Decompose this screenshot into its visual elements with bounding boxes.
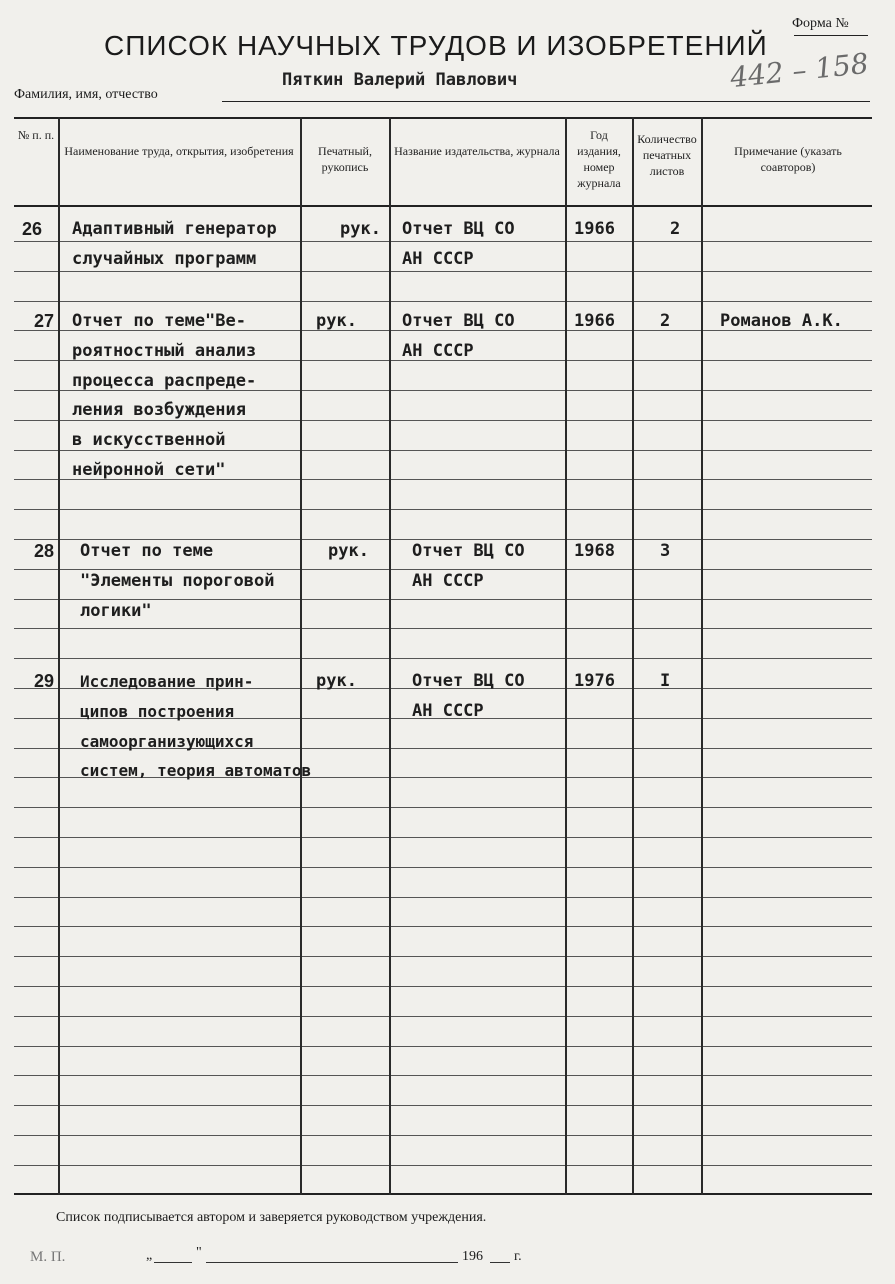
ruled-line [14, 628, 872, 629]
ruled-line [14, 1016, 872, 1017]
entry-type: рук. [316, 311, 357, 331]
entry-number: 26 [22, 219, 43, 239]
entry-publisher: Отчет ВЦ СО АН СССР [412, 541, 525, 591]
col-divider [58, 117, 60, 1195]
entry-sheets: 2 [670, 219, 681, 239]
col-divider [632, 117, 634, 1195]
entry-publisher: Отчет ВЦ СО АН СССР [402, 219, 515, 269]
entry-sheets: 3 [660, 541, 671, 561]
entry-sheets: I [660, 671, 671, 691]
ruled-line [14, 956, 872, 957]
handwritten-code: 442 – 158 [728, 46, 871, 95]
entry-year: 1976 [574, 671, 615, 691]
entry-note: Романов А.К. [720, 311, 843, 331]
header-year: Год издания, номер журнала [577, 128, 621, 190]
entry-number: 29 [34, 671, 55, 691]
entry-year: 1966 [574, 311, 615, 331]
header-publisher: Название издательства, журнала [394, 144, 560, 158]
table-top-border [14, 117, 872, 119]
entry-number: 27 [34, 311, 55, 331]
entry-title: Адаптивный генератор случайных программ [72, 219, 277, 269]
header-printed: Печатный, рукопись [318, 144, 372, 174]
entry-title: Отчет по теме "Элементы пороговой логики" [80, 541, 275, 621]
ruled-line [14, 926, 872, 927]
ruled-line [14, 837, 872, 838]
works-table [14, 117, 872, 1195]
footer-note: Список подписывается автором и заверяется руководством учреждения. [56, 1210, 487, 1225]
ruled-line [14, 1046, 872, 1047]
col-divider [389, 117, 391, 1195]
year-suffix: г. [514, 1249, 522, 1264]
table-bottom-border [14, 1193, 872, 1195]
entry-type: рук. [340, 219, 381, 239]
header-sheets: Количество печатных листов [637, 132, 697, 178]
header-title: Наименование труда, открытия, изобретения [64, 144, 294, 158]
ruled-line [14, 1135, 872, 1136]
entry-year: 1968 [574, 541, 615, 561]
ruled-line [14, 301, 872, 302]
entry-publisher: Отчет ВЦ СО АН СССР [412, 671, 525, 721]
author-name: Пяткин Валерий Павлович [282, 70, 518, 90]
entry-title: Исследование прин- ципов построения самоорганизующихся систем, теория автоматов [80, 672, 312, 781]
month-line [206, 1262, 458, 1263]
header-num: № п. п. [17, 128, 55, 142]
ruled-line [14, 1075, 872, 1076]
ruled-line [14, 1105, 872, 1106]
entry-title: Отчет по теме"Ве- роятностный анализ процесса распреде- ления возбуждения в искусственной нейронной сети" [72, 311, 257, 480]
date-open-quote: „ [146, 1248, 153, 1263]
year-line [490, 1262, 510, 1263]
ruled-line [14, 1165, 872, 1166]
entry-sheets: 2 [660, 311, 671, 331]
entry-publisher: Отчет ВЦ СО АН СССР [402, 311, 515, 361]
ruled-line [14, 867, 872, 868]
ruled-line [14, 897, 872, 898]
ruled-line [14, 986, 872, 987]
name-label: Фамилия, имя, отчество [14, 87, 158, 102]
ruled-line [14, 658, 872, 659]
form-number-label: Форма № [792, 16, 849, 31]
entry-number: 28 [34, 541, 55, 561]
col-divider [565, 117, 567, 1195]
day-line [154, 1262, 192, 1263]
ruled-line [14, 509, 872, 510]
form-number-line [794, 35, 868, 36]
page-title: СПИСОК НАУЧНЫХ ТРУДОВ И ИЗОБРЕТЕНИЙ [104, 30, 768, 61]
stamp-label: М. П. [30, 1249, 66, 1265]
header-bottom-border [14, 205, 872, 207]
year-prefix: 196 [462, 1249, 483, 1264]
entry-year: 1966 [574, 219, 615, 239]
col-divider [300, 117, 302, 1195]
entry-type: рук. [316, 671, 357, 691]
entry-type: рук. [328, 541, 369, 561]
name-underline [222, 101, 870, 102]
ruled-line [14, 807, 872, 808]
header-note: Примечание (указать соавторов) [734, 144, 842, 174]
date-close-quote: " [196, 1245, 202, 1260]
col-divider [701, 117, 703, 1195]
